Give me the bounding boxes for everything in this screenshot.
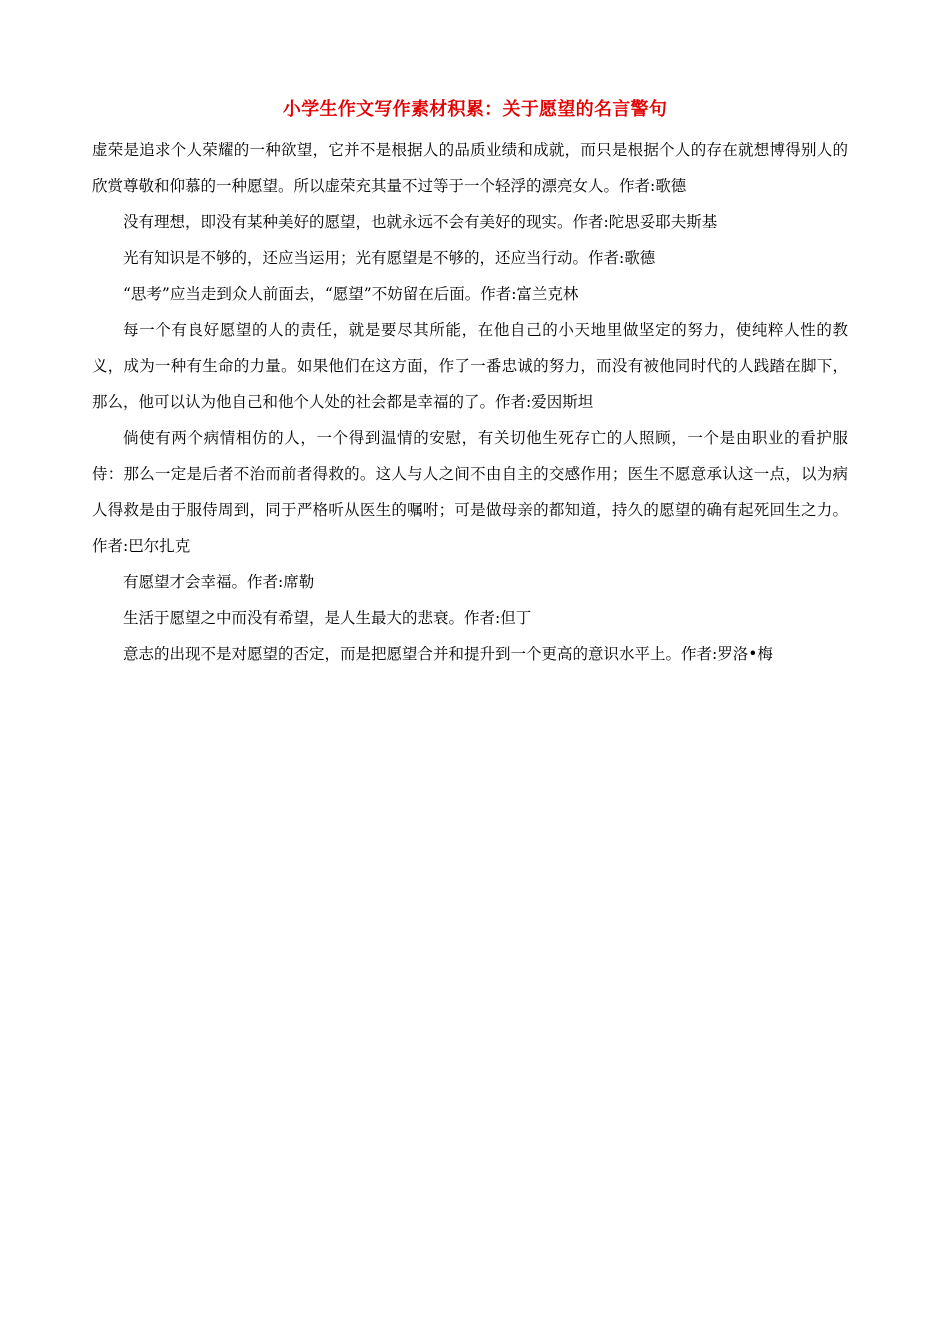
- paragraph-dante: 生活于愿望之中而没有希望，是人生最大的悲衰。作者:但丁: [123, 609, 532, 627]
- paragraph-rollo-may: 意志的出现不是对愿望的否定，而是把愿望合并和提升到一个更高的意识水平上。作者:罗洛•梅: [123, 645, 773, 663]
- paragraph-franklin: “思考”应当走到众人前面去，“愿望”不妨留在后面。作者:富兰克林: [123, 285, 579, 303]
- document-body: [92, 132, 848, 672]
- paragraph-dostoevsky: 没有理想，即没有某种美好的愿望，也就永远不会有美好的现实。作者:陀思妥耶夫斯基: [123, 213, 718, 231]
- paragraph-einstein: 每一个有良好愿望的人的责任，就是要尽其所能，在他自己的小天地里做坚定的努力，使纯粹人性的教义，成为一种有生命的力量。如果他们在这方面，作了一番忠诚的努力，而没有被他同时代的人践踏在脚下，那么，他可以认为他自己和他个人处的社会都是幸福的了。作者:爱因斯坦: [92, 321, 848, 411]
- document-title: 小学生作文写作素材积累：关于愿望的名言警句: [282, 99, 668, 120]
- paragraph-schiller: 有愿望才会幸福。作者:席勒: [123, 573, 315, 591]
- paragraph-goethe-knowledge: 光有知识是不够的，还应当运用；光有愿望是不够的，还应当行动。作者:歌德: [123, 249, 656, 267]
- paragraph-goethe-vanity: 虚荣是追求个人荣耀的一种欲望，它并不是根据人的品质业绩和成就，而只是根据个人的存在就想博得别人的欣赏尊敬和仰慕的一种愿望。所以虚荣充其量不过等于一个轻浮的漂亮女人。作者:歌德: [92, 141, 848, 195]
- paragraph-balzac: 倘使有两个病情相仿的人，一个得到温情的安慰，有关切他生死存亡的人照顾，一个是由职业的看护服侍：那么一定是后者不治而前者得救的。这人与人之间不由自主的交感作用；医生不愿意承认这一点，以为病人得救是由于服侍周到，同于严格听从医生的嘱咐；可是做母亲的都知道，持久的愿望的确有起死回生之力。作者:巴尔扎克: [92, 429, 848, 555]
